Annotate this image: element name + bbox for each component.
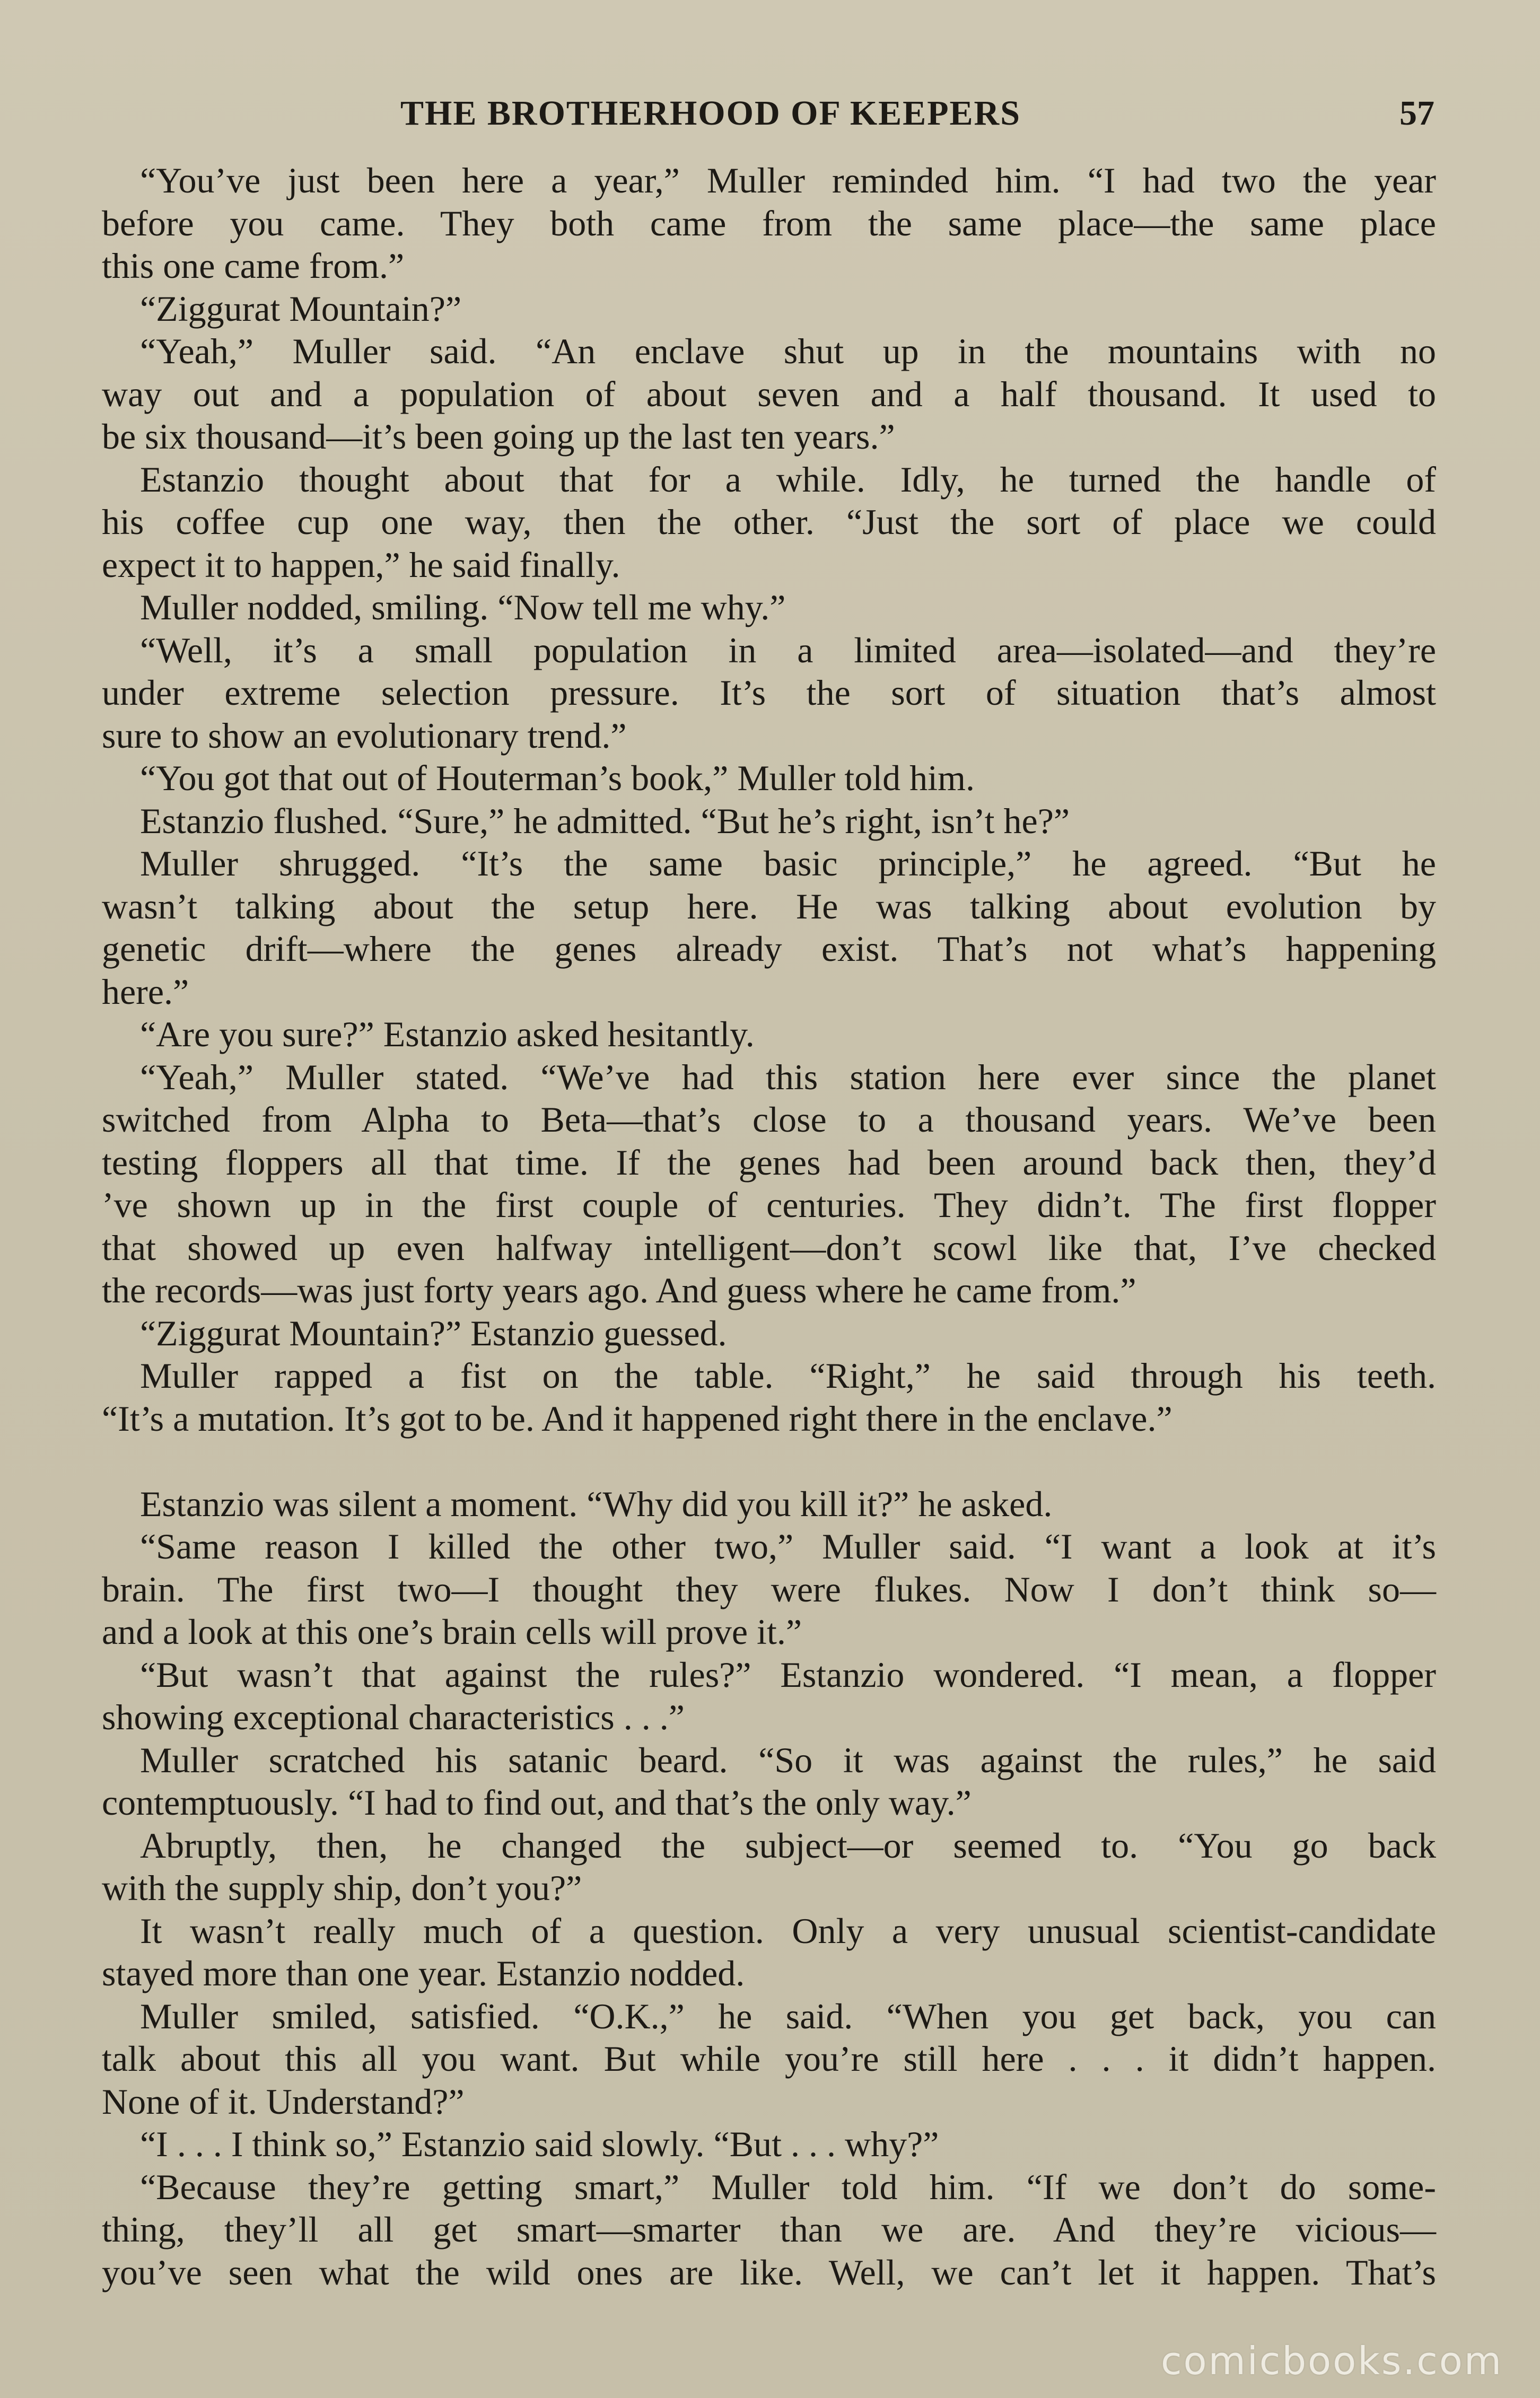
text-line: “I . . . I think so,” Estanzio said slowly. “But . . . why?” <box>140 2124 939 2164</box>
text-line <box>102 1440 1436 1483</box>
text-line: Muller rapped a fist on the table. “Right,” he said through his teeth. <box>140 1355 1436 1396</box>
text-line: brain. The first two—I thought they were flukes. Now I don’t think so— <box>102 1569 1436 1609</box>
text-line: before you came. They both came from the same place—the same place <box>102 203 1436 243</box>
text-line: here.” <box>102 971 189 1012</box>
text-line: “Ziggurat Mountain?” <box>140 288 462 329</box>
text-line: Muller scratched his satanic beard. “So it was against the rules,” he said <box>140 1739 1436 1780</box>
text-line: talk about this all you want. But while you’re still here . . . it didn’t happen. <box>102 2038 1436 2079</box>
text-line: you’ve seen what the wild ones are like. Well, we can’t let it happen. That’s <box>102 2252 1436 2292</box>
text-line: expect it to happen,” he said finally. <box>102 544 620 585</box>
text-line: “Yeah,” Muller said. “An enclave shut up in the mountains with no <box>140 331 1436 371</box>
text-line: and a look at this one’s brain cells will prove it.” <box>102 1612 802 1652</box>
text-line: sure to show an evolutionary trend.” <box>102 715 627 756</box>
text-line: under extreme selection pressure. It’s the sort of situation that’s almost <box>102 672 1436 713</box>
text-line: Muller nodded, smiling. “Now tell me why.” <box>140 587 786 627</box>
text-line: switched from Alpha to Beta—that’s close to a thousand years. We’ve been <box>102 1099 1436 1140</box>
text-line: his coffee cup one way, then the other. “Just the sort of place we could <box>102 502 1436 542</box>
text-line: be six thousand—it’s been going up the last ten years.” <box>102 416 895 457</box>
watermark: comicbooks.com <box>1160 2339 1503 2383</box>
text-line: “Well, it’s a small population in a limited area—isolated—and they’re <box>140 629 1436 670</box>
text-line: testing floppers all that time. If the genes had been around back then, they’d <box>102 1142 1436 1183</box>
text-line: showing exceptional characteristics . . .” <box>102 1697 685 1737</box>
text-line: “Same reason I killed the other two,” Muller said. “I want a look at it’s <box>140 1526 1436 1566</box>
text-line: genetic drift—where the genes already exist. That’s not what’s happening <box>102 929 1436 969</box>
text-line: with the supply ship, don’t you?” <box>102 1868 582 1908</box>
text-line: “You’ve just been here a year,” Muller reminded him. “I had two the year <box>140 160 1436 200</box>
text-line: Abruptly, then, he changed the subject—or seemed to. “You go back <box>140 1825 1436 1866</box>
text-line: that showed up even halfway intelligent—don’t scowl like that, I’ve checked <box>102 1227 1436 1268</box>
text-line: ’ve shown up in the first couple of centuries. They didn’t. The first flopper <box>102 1185 1436 1225</box>
text-line: “Are you sure?” Estanzio asked hesitantly. <box>140 1014 755 1054</box>
text-line: “You got that out of Houterman’s book,” Muller told him. <box>140 758 975 798</box>
text-line: None of it. Understand?” <box>102 2081 465 2122</box>
text-line: contemptuously. “I had to find out, and that’s the only way.” <box>102 1782 972 1823</box>
text-line: Estanzio was silent a moment. “Why did you kill it?” he asked. <box>140 1483 1053 1524</box>
text-line: the records—was just forty years ago. And guess where he came from.” <box>102 1270 1136 1310</box>
text-line: “Because they’re getting smart,” Muller told him. “If we don’t do some- <box>140 2166 1436 2207</box>
text-line: this one came from.” <box>102 246 405 286</box>
text-line: “Ziggurat Mountain?” Estanzio guessed. <box>140 1312 727 1353</box>
text-line: Estanzio thought about that for a while. Idly, he turned the handle of <box>140 459 1436 500</box>
text-line: stayed more than one year. Estanzio nodded. <box>102 1953 745 1993</box>
running-header <box>103 93 1434 141</box>
text-line: Muller shrugged. “It’s the same basic principle,” he agreed. “But he <box>140 843 1436 883</box>
text-line: Estanzio flushed. “Sure,” he admitted. “But he’s right, isn’t he?” <box>140 800 1070 841</box>
text-line: It wasn’t really much of a question. Only a very unusual scientist-candidate <box>140 1910 1436 1951</box>
text-line: Muller smiled, satisfied. “O.K.,” he said. “When you get back, you can <box>140 1996 1436 2036</box>
text-line: “But wasn’t that against the rules?” Estanzio wondered. “I mean, a flopper <box>140 1654 1436 1695</box>
text-line: “Yeah,” Muller stated. “We’ve had this station here ever since the planet <box>140 1056 1436 1097</box>
text-line: “It’s a mutation. It’s got to be. And it happened right there in the enclave.” <box>102 1398 1172 1439</box>
text-line: wasn’t talking about the setup here. He was talking about evolution by <box>102 886 1436 926</box>
running-header-title: THE BROTHERHOOD OF KEEPERS <box>400 94 1021 133</box>
page-number: 57 <box>1399 94 1434 133</box>
text-line: thing, they’ll all get smart—smarter than we are. And they’re vicious— <box>102 2209 1436 2250</box>
text-line: way out and a population of about seven and a half thousand. It used to <box>102 373 1436 414</box>
body-text <box>102 159 1436 2294</box>
